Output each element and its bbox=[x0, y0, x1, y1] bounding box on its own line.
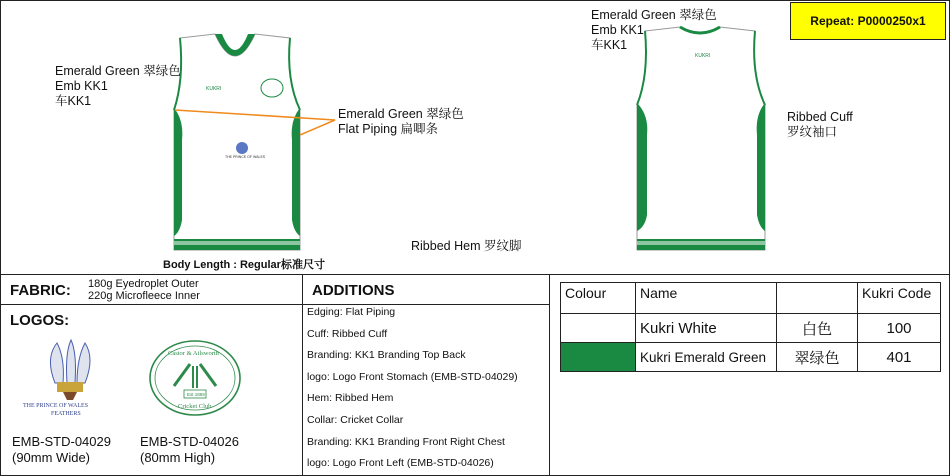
additions-title: ADDITIONS bbox=[312, 282, 395, 299]
cuff-label: Ribbed Cuff bbox=[787, 110, 853, 124]
back-brand-mark: KUKRI bbox=[695, 53, 711, 59]
cricket-club-logo bbox=[146, 338, 244, 422]
back-vest-illustration bbox=[625, 25, 775, 255]
colour-name: Kukri Emerald Green bbox=[636, 343, 777, 372]
back-collar-callout bbox=[591, 8, 717, 53]
back-collar-emb-cn: 车KK1 bbox=[591, 38, 628, 52]
addition-item: Edging: Flat Piping bbox=[307, 306, 396, 318]
colour-code: 401 bbox=[858, 343, 941, 372]
colour-name-cn: 翠绿色 bbox=[777, 343, 858, 372]
fabric-divider bbox=[0, 304, 550, 305]
header-blank bbox=[777, 283, 858, 314]
feathers-caption-2: FEATHERS bbox=[51, 411, 81, 417]
front-stomach-logo-caption: THE PRINCE OF WALES bbox=[225, 155, 266, 159]
logo-2-code-value: EMB-STD-04026 bbox=[140, 434, 239, 449]
body-length-label: Body Length : Regular标准尺寸 bbox=[163, 259, 325, 271]
section-divider bbox=[0, 274, 950, 275]
feathers-caption: THE PRINCE OF WALES bbox=[23, 403, 89, 409]
addition-item: Hem: Ribbed Hem bbox=[307, 392, 394, 404]
colour-swatch bbox=[561, 314, 636, 343]
repeat-badge: Repeat: P0000250x1 bbox=[790, 2, 946, 40]
club-name-bottom: Cricket Club bbox=[178, 403, 212, 410]
addition-item: logo: Logo Front Left (EMB-STD-04026) bbox=[307, 457, 494, 469]
table-row bbox=[561, 343, 941, 372]
colour-name: Kukri White bbox=[636, 314, 777, 343]
logo-1-code-value: EMB-STD-04029 bbox=[12, 434, 111, 449]
piping-type: Flat Piping 扁唧条 bbox=[338, 122, 439, 136]
front-collar-emb-cn: 车KK1 bbox=[55, 94, 92, 108]
colour-code: 100 bbox=[858, 314, 941, 343]
header-name: Name bbox=[636, 283, 777, 314]
front-collar-colour: Emerald Green 翠绿色 bbox=[55, 64, 181, 78]
cuff-label-cn: 罗纹袖口 bbox=[787, 125, 838, 139]
club-est: Est 1869 bbox=[187, 392, 205, 397]
fabric-label: FABRIC: bbox=[10, 282, 71, 299]
fabric-inner: 220g Microfleece Inner bbox=[88, 290, 200, 302]
colour-name-cn: 白色 bbox=[777, 314, 858, 343]
cuff-callout bbox=[787, 110, 853, 140]
fabric-lines bbox=[88, 278, 200, 302]
column-divider-1 bbox=[302, 274, 303, 476]
logo-2-code bbox=[140, 434, 239, 466]
header-colour: Colour bbox=[561, 283, 636, 314]
fabric-outer: 180g Eyedroplet Outer bbox=[88, 278, 199, 290]
addition-item: Cuff: Ribbed Cuff bbox=[307, 328, 388, 340]
piping-colour: Emerald Green 翠绿色 bbox=[338, 107, 464, 121]
column-divider-2 bbox=[549, 274, 550, 476]
addition-item: Collar: Cricket Collar bbox=[307, 414, 404, 426]
front-brand-mark: KUKRI bbox=[206, 86, 222, 92]
addition-item: logo: Logo Front Stomach (EMB-STD-04029) bbox=[307, 371, 518, 383]
colour-table bbox=[560, 282, 941, 372]
front-collar-callout bbox=[55, 64, 181, 109]
front-collar-emb: Emb KK1 bbox=[55, 79, 108, 93]
piping-callout bbox=[338, 107, 464, 137]
header-kukri-code: Kukri Code bbox=[858, 283, 941, 314]
table-row bbox=[561, 314, 941, 343]
logo-2-size: (80mm High) bbox=[140, 450, 216, 465]
back-collar-colour: Emerald Green 翠绿色 bbox=[591, 8, 717, 22]
colour-swatch bbox=[561, 343, 636, 372]
front-vest-illustration bbox=[160, 30, 310, 255]
piping-leader-lines bbox=[170, 100, 340, 140]
logos-label: LOGOS: bbox=[10, 312, 70, 329]
addition-item: Branding: KK1 Branding Top Back bbox=[307, 349, 466, 361]
colour-table-header bbox=[561, 283, 941, 314]
logo-1-size: (90mm Wide) bbox=[12, 450, 91, 465]
prince-of-wales-feathers-logo bbox=[15, 338, 125, 418]
logo-1-code bbox=[12, 434, 111, 466]
hem-callout: Ribbed Hem 罗纹脚 bbox=[411, 239, 522, 253]
back-collar-emb: Emb KK1 bbox=[591, 23, 644, 37]
club-name-top: Castor & Ailsworth bbox=[168, 350, 219, 357]
addition-item: Branding: KK1 Branding Front Right Chest bbox=[307, 436, 505, 448]
